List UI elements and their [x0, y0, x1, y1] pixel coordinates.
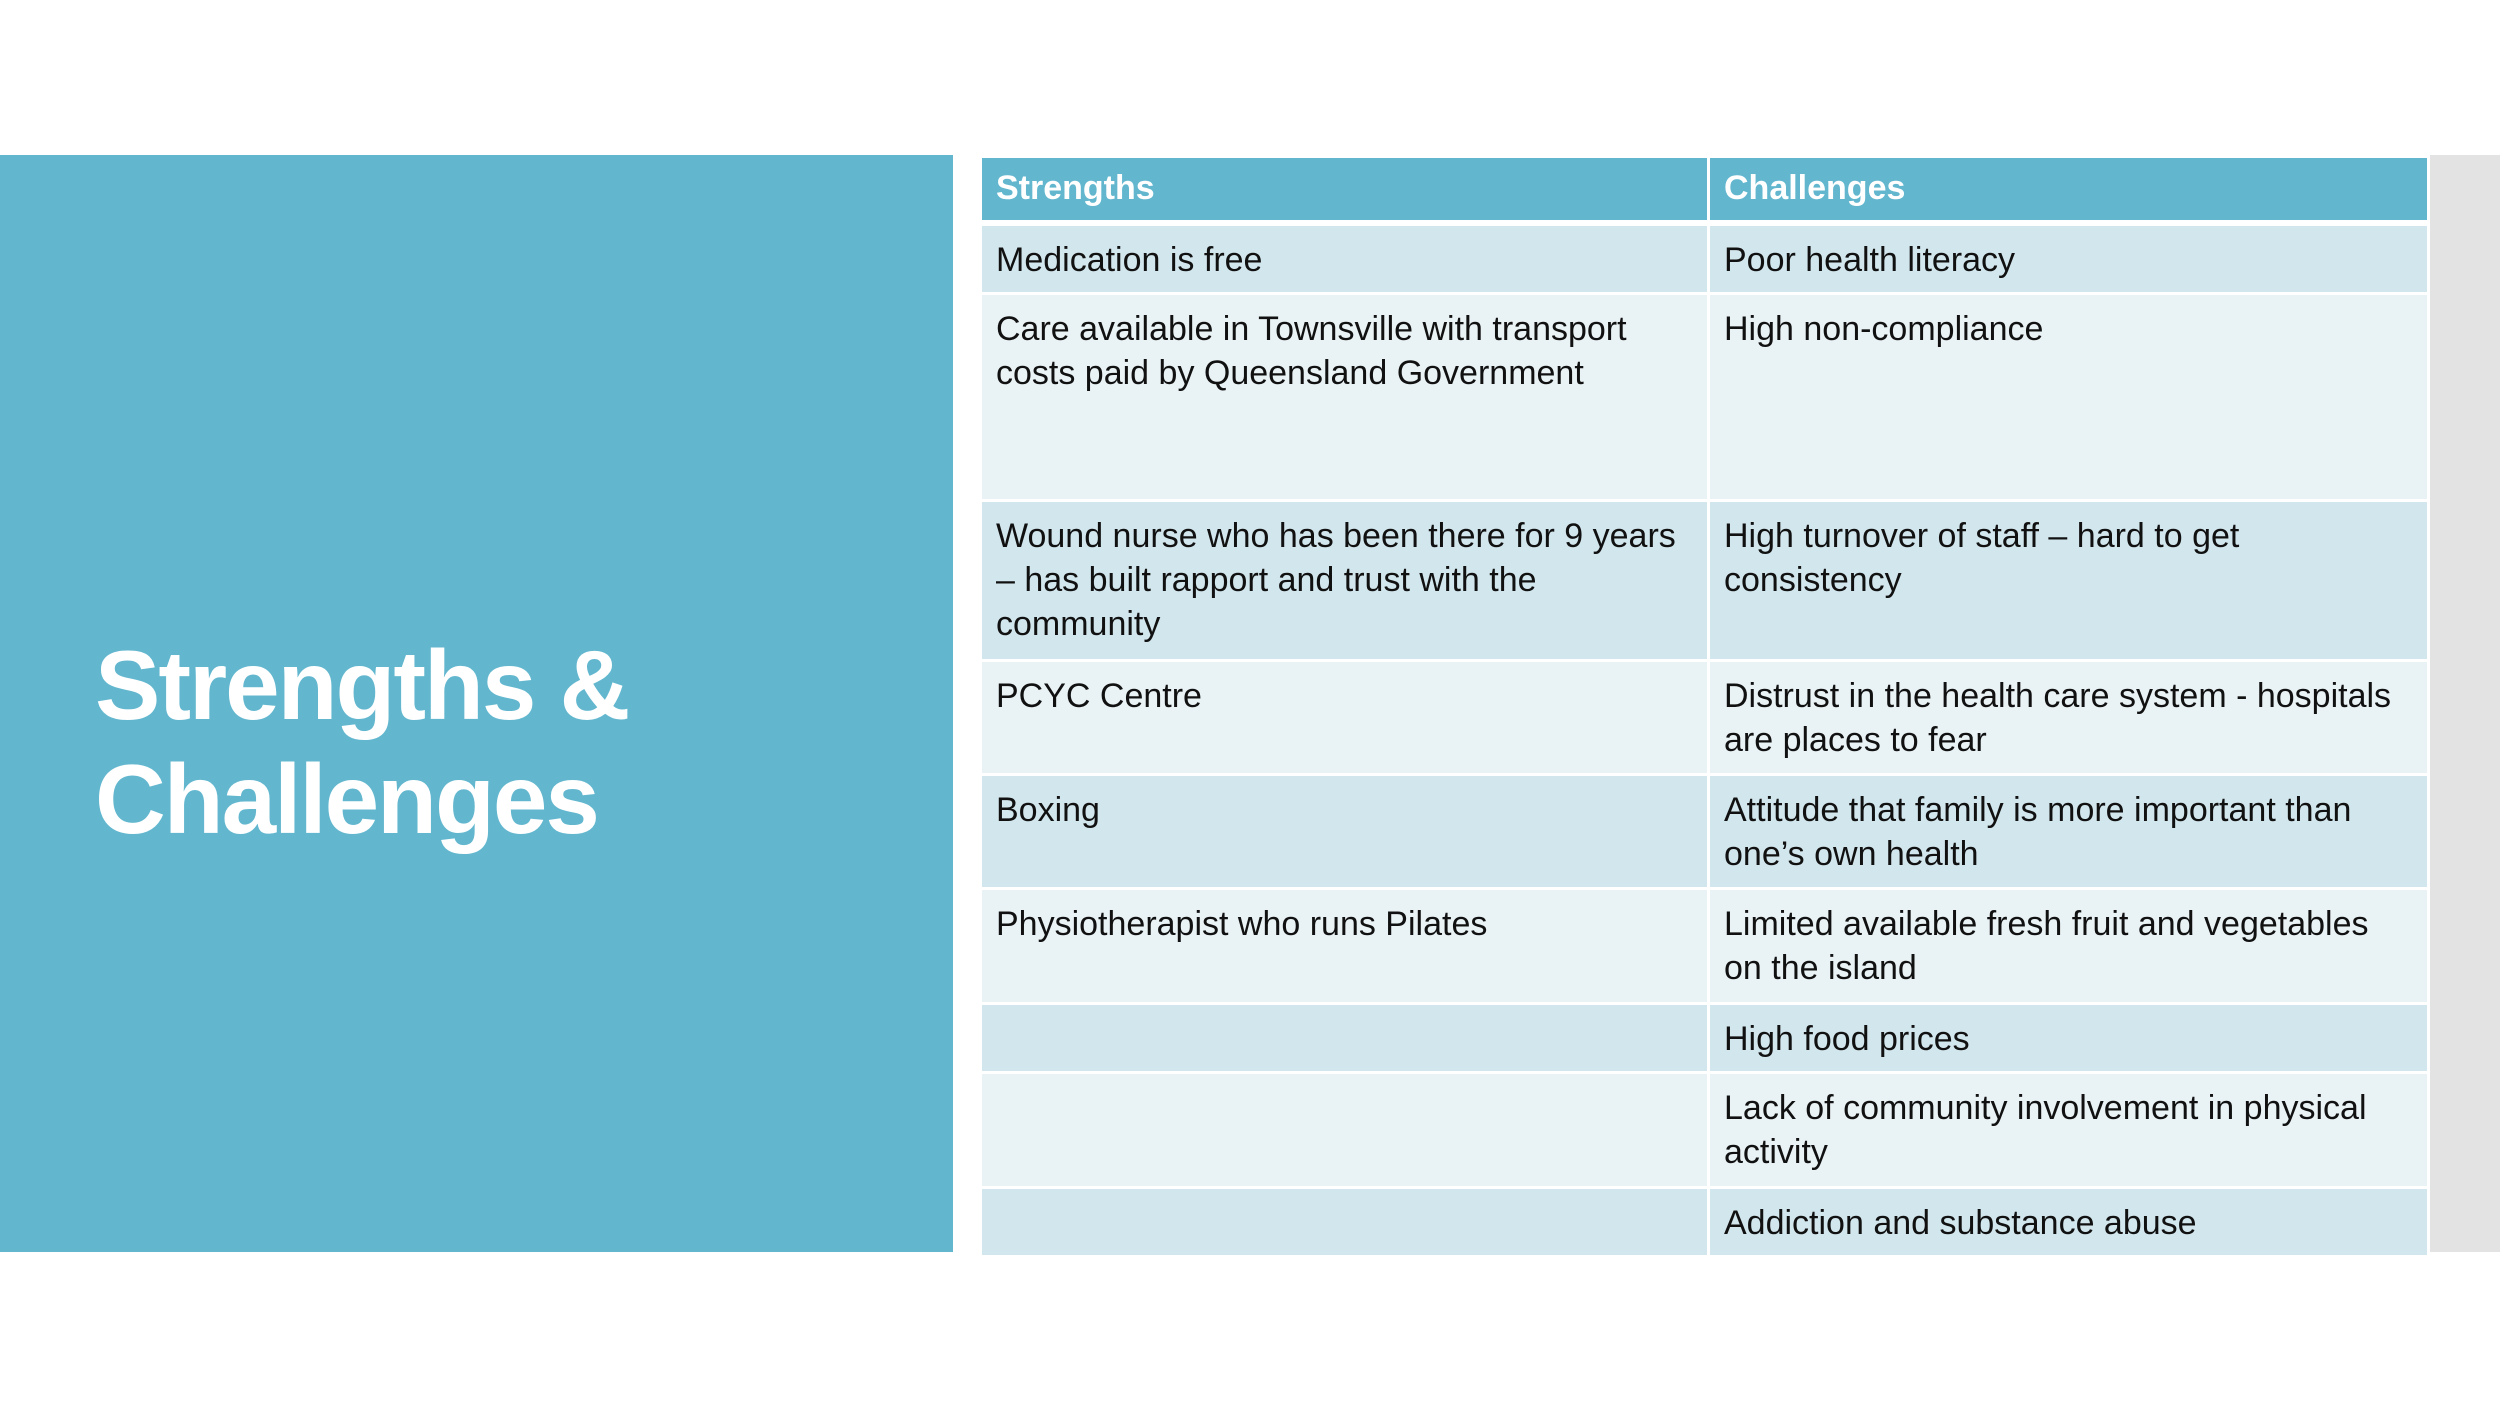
strength-cell: PCYC Centre	[981, 661, 1709, 775]
strength-cell: Medication is free	[981, 223, 1709, 294]
strengths-challenges-table-container	[979, 155, 2427, 1252]
decorative-side-strip	[2427, 155, 2500, 1252]
table-row	[981, 889, 2429, 1004]
strength-cell	[981, 1073, 1709, 1188]
challenge-cell: Distrust in the health care system - hospitals are places to fear	[1709, 661, 2429, 775]
challenge-cell: Lack of community involvement in physical activity	[1709, 1073, 2429, 1188]
strength-cell: Physiotherapist who runs Pilates	[981, 889, 1709, 1004]
column-header-strengths: Strengths	[981, 157, 1709, 224]
challenge-cell: High turnover of staff – hard to get consistency	[1709, 501, 2429, 661]
strength-cell: Care available in Townsville with transport costs paid by Queensland Government	[981, 294, 1709, 501]
challenge-cell: High non-compliance	[1709, 294, 2429, 501]
challenge-cell: High food prices	[1709, 1004, 2429, 1073]
table-row	[981, 661, 2429, 775]
strengths-challenges-table	[979, 155, 2430, 1258]
slide-title-line-2: Challenges	[95, 744, 598, 854]
slide-title-line-1: Strengths &	[95, 630, 629, 740]
challenge-cell: Poor health literacy	[1709, 223, 2429, 294]
challenge-cell: Limited available fresh fruit and vegetables on the island	[1709, 889, 2429, 1004]
table-row	[981, 501, 2429, 661]
column-header-challenges: Challenges	[1709, 157, 2429, 224]
table-row	[981, 223, 2429, 294]
strength-cell: Boxing	[981, 775, 1709, 889]
challenge-cell: Addiction and substance abuse	[1709, 1188, 2429, 1257]
slide-title	[95, 628, 628, 856]
table-header-row	[981, 157, 2429, 224]
table-row	[981, 775, 2429, 889]
strength-cell	[981, 1188, 1709, 1257]
table-row	[981, 1004, 2429, 1073]
table-row	[981, 1073, 2429, 1188]
strength-cell: Wound nurse who has been there for 9 years – has built rapport and trust with the community	[981, 501, 1709, 661]
challenge-cell: Attitude that family is more important than one’s own health	[1709, 775, 2429, 889]
table-row	[981, 294, 2429, 501]
table-row	[981, 1188, 2429, 1257]
strength-cell	[981, 1004, 1709, 1073]
